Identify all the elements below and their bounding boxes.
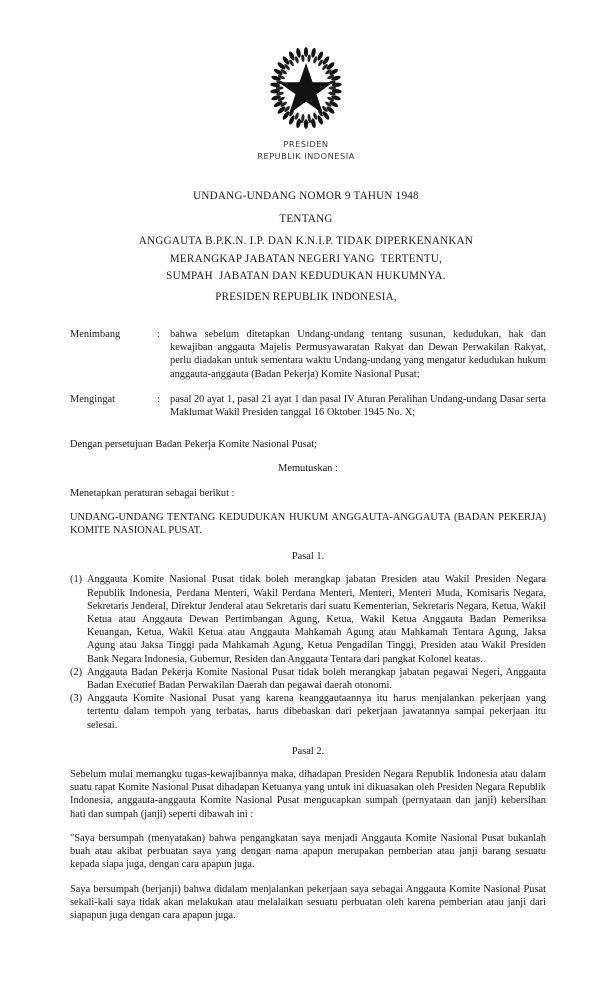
title-line-subject-3: SUMPAH JABATAN DAN KEDUDUKAN HUKUMNYA. [166, 270, 446, 282]
menimbang-label: Menimbang [70, 329, 121, 340]
list-item [70, 666, 546, 692]
document-body [70, 328, 546, 933]
mengingat-row [70, 393, 546, 419]
mengingat-label: Mengingat [70, 393, 116, 405]
pasal-2-paragraph-2: "Saya bersumpah (menyatakan) bahwa pengangkatan saya menjadi Anggauta Komite Nasional Pusat bukanlah buah atau akibat perbuatan saya yang dengan nama apapun merupakan pemberian atau janji barang sesuatu kepada siapa juga, dengan cara apapun juga. [70, 832, 546, 871]
emblem-block [0, 46, 612, 162]
list-item-text: Anggauta Komite Nasional Pusat tidak boleh merangkap jabatan Presiden atau Wakil Presiden Negara Republik Indonesia, Perdana Menteri, Wakil Perdana Menteri, Menteri, Menteri Muda, Komisaris Negara, Sekretaris Jenderal, Direktur Jenderal atau Sekretaris dari suatu Kementerian, Sekretaris Negara, Ketua, Wakil Ketua atau Anggauta Dewan Pertimbangan Agung, Ketua, Wakil Ketua Anggauta Badan Pemeriksa Keuangan, Ketua, Wakil Ketua atau Anggauta Mahkamah Agung atau Mahkamah Tentara Agung, Jaksa Agung atau Jaksa Tinggi pada Mahkamah Agung, Ketua Pengadilan Tinggi, Presiden atau Wakil Presiden Bank Negara Indonesia, Gubernur, Residen dan Anggauta Tentara dari pangkat Kolonel keatas. [87, 574, 546, 665]
memutuskan-heading: Memutuskan : [278, 463, 338, 475]
pasal-2-paragraph-1: Sebelum mulai memangku tugas-kewajibannya maka, dihadapan Presiden Negara Republik Indonesia atau dalam suatu rapat Komite Nasional Pusat dihadapan Ketuanya yang untuk ini dikuasakan oleh Presiden Negara Republik Indonesia, anggauta-anggauta Komite Nasional Pusat mengucapkan sumpah (pernyataan dan janji) kebersihan hati dan sumpah (janji) seperti dibawah ini : [70, 769, 546, 820]
emblem-caption-line1: PRESIDEN [283, 139, 329, 149]
emblem-caption [0, 139, 612, 162]
garuda-star-wreath-icon [267, 46, 345, 130]
mengingat-colon: : [157, 393, 160, 405]
list-item-text: Anggauta Badan Pekerja Komite Nasional Pusat tidak boleh merangkap jabatan pegawai Negeri, Anggauta Badan Executief Badan Perwakilan Daerah dan pegawai daerah otonomi. [87, 666, 546, 692]
menetapkan-paragraph: Menetapkan peraturan sebagai berikut : [70, 487, 235, 499]
menimbang-row [70, 328, 546, 381]
menimbang-text: bahwa sebelum ditetapkan Undang-undang tentang susunan, kedudukan, hak dan kewajiban anggauta Majelis Permusyawaratan Rakyat dan Dewan Perwakilan Rakyat, perlu diadakan untuk sementara waktu Undang-undang yang mengatur kedudukan hukum anggauta-anggauta (Badan Pekerja) Komite Nasional Pusat; [170, 329, 546, 380]
list-item-marker: (3) [70, 693, 83, 705]
pasal-2-heading: Pasal 2. [291, 745, 325, 757]
persetujuan-paragraph: Dengan persetujuan Badan Pekerja Komite Nasional Pusat; [70, 439, 318, 451]
list-item [70, 692, 546, 732]
list-item [70, 573, 546, 665]
list-item-marker: (1) [70, 574, 83, 586]
list-item-marker: (2) [70, 666, 83, 678]
pasal-1-list [70, 573, 546, 731]
mengingat-text: pasal 20 ayat 1, pasal 21 ayat 1 dan pasal IV Aturan Peralihan Undang-undang Dasar serta Maklumat Wakil Presiden tanggal 16 Oktober 1945 No. X; [170, 393, 546, 419]
law-title-paragraph: UNDANG-UNDANG TENTANG KEDUDUKAN HUKUM ANGGAUTA-ANGGAUTA (BADAN PEKERJA) KOMITE NASIONAL PUSAT. [70, 511, 546, 537]
pasal-2-paragraph-3: Saya bersumpah (berjanji) bahwa didalam menjalankan pekerjaan saya sebagai Anggauta Komite Nasional Pusat sekali-kali saya tidak akan melakukan atau melalaikan sesuatu perbuatan oleh karena pemberian atau janji dari siapapun juga dengan cara apapun juga. [70, 883, 546, 921]
list-item-text: Anggauta Komite Nasional Pusat yang karena keanggautaannya itu harus menjalankan pekerjaan yang tertentu dalam tempoh yang terbatas, harus dibebaskan dari pekerjaan jawatannya sampai pekerjaan itu selesai. [87, 693, 546, 731]
spacer [70, 431, 546, 438]
authority-heading: PRESIDEN REPUBLIK INDONESIA, [215, 291, 397, 303]
emblem-caption-line2: REPUBLIK INDONESIA [257, 150, 355, 161]
menimbang-colon: : [157, 329, 160, 340]
title-line-tentang: TENTANG [279, 212, 333, 225]
title-line-subject-1: ANGGAUTA B.P.K.N. I.P. DAN K.N.I.P. TIDAK DIPERKENANKAN [138, 235, 474, 247]
title-line-subject-2: MERANGKAP JABATAN NEGERI YANG TERTENTU, [169, 252, 443, 265]
document-title-block [56, 188, 556, 286]
title-line-number: UNDANG-UNDANG NOMOR 9 TAHUN 1948 [193, 190, 419, 202]
pasal-1-heading: Pasal 1. [291, 551, 325, 563]
